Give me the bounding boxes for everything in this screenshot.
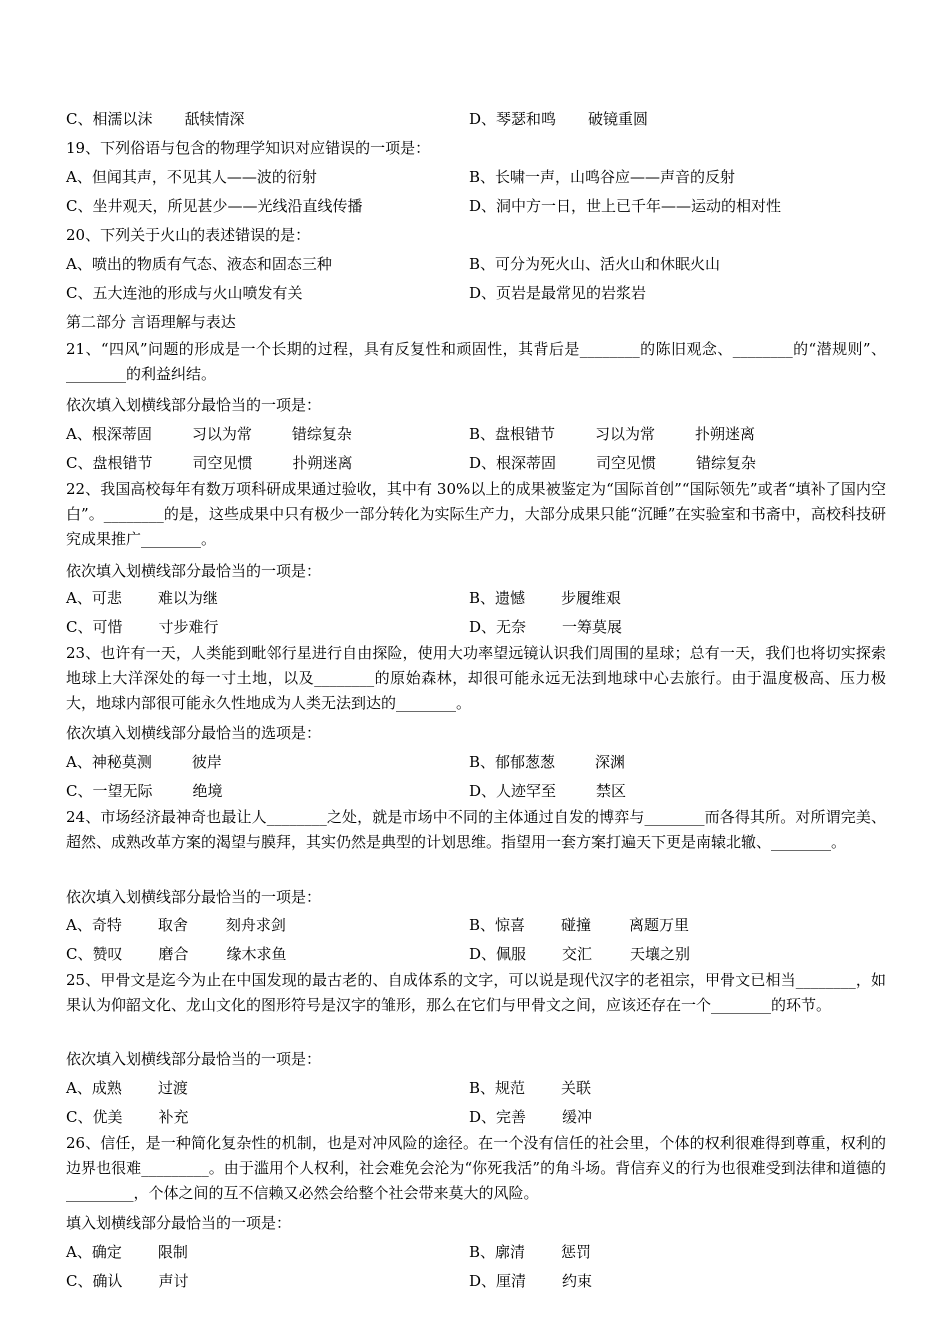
- q25-option-b: B、规范 关联: [469, 1079, 592, 1097]
- q23-option-c: C、一望无际 绝境: [66, 782, 223, 800]
- q24-option-d: D、佩服 交汇 天壤之别: [469, 945, 691, 963]
- q18-option-c: C、相濡以沫 舐犊情深: [66, 110, 245, 128]
- q21-option-b: B、盘根错节 习以为常 扑朔迷离: [469, 425, 756, 443]
- q21-option-c: C、盘根错节 司空见惯 扑朔迷离: [66, 454, 353, 472]
- q25-prompt: 依次填入划横线部分最恰当的一项是：: [66, 1050, 322, 1068]
- q21-option-a: A、根深蒂固 习以为常 错综复杂: [66, 425, 352, 443]
- q24-option-b: B、惊喜 碰撞 离题万里: [469, 916, 690, 934]
- q19-stem: 19、下列俗语与包含的物理学知识对应错误的一项是：: [66, 139, 431, 157]
- q25-option-d: D、完善 缓冲: [469, 1108, 593, 1126]
- q22-prompt: 依次填入划横线部分最恰当的一项是：: [66, 562, 322, 580]
- q21-stem: 21、“四风”问题的形成是一个长期的过程，具有反复性和顽固性，其背后是________的陈旧观念、________的“潜规则”、________的利益纠结。: [66, 340, 886, 383]
- q24-option-a: A、奇特 取舍 刻舟求剑: [66, 916, 286, 934]
- q23-option-d: D、人迹罕至 禁区: [469, 782, 627, 800]
- q20-option-b: B、可分为死火山、活火山和休眠火山: [469, 255, 721, 273]
- q19-option-d: D、洞中方一日，世上已千年——运动的相对性: [469, 197, 782, 215]
- q26-option-a: A、确定 限制: [66, 1243, 188, 1261]
- q18-option-d: D、琴瑟和鸣 破镜重圆: [469, 110, 649, 128]
- q24-prompt: 依次填入划横线部分最恰当的一项是：: [66, 888, 322, 906]
- q26-option-c: C、确认 声讨: [66, 1272, 189, 1290]
- q22-option-c: C、可惜 寸步难行: [66, 618, 219, 636]
- q22-option-b: B、遗憾 步履维艰: [469, 589, 622, 607]
- q26-option-b: B、廓清 惩罚: [469, 1243, 592, 1261]
- q23-stem: 23、也许有一天，人类能到毗邻行星进行自由探险，使用大功率望远镜认识我们周围的星球；总有一天，我们也将切实探索地球上大洋深处的每一寸土地，以及________的原始森林，却很可能永远无法到地球中心去旅行。由于温度极高、压力极大，地球内部很可能永久性地成为人类无法到达的________。: [66, 644, 886, 712]
- q22-option-a: A、可悲 难以为继: [66, 589, 218, 607]
- q19-option-b: B、长啸一声，山鸣谷应——声音的反射: [469, 168, 736, 186]
- q25-option-a: A、成熟 过渡: [66, 1079, 188, 1097]
- q25-option-c: C、优美 补充: [66, 1108, 189, 1126]
- q20-option-a: A、喷出的物质有气态、液态和固态三种: [66, 255, 332, 273]
- q23-option-b: B、郁郁葱葱 深渊: [469, 753, 626, 771]
- q21-prompt: 依次填入划横线部分最恰当的一项是：: [66, 396, 322, 414]
- q26-prompt: 填入划横线部分最恰当的一项是：: [66, 1214, 292, 1232]
- q25-stem: 25、甲骨文是迄今为止在中国发现的最古老的、自成体系的文字，可以说是现代汉字的老祖宗，甲骨文已相当________，如果认为仰韶文化、龙山文化的图形符号是汉字的雏形，那么在它们与甲骨文之间，应该还存在一个________的环节。: [66, 971, 886, 1014]
- q22-option-d: D、无奈 一筹莫展: [469, 618, 623, 636]
- q22-stem: 22、我国高校每年有数万项科研成果通过验收，其中有 30%以上的成果被鉴定为“国际首创”“国际领先”或者“填补了国内空白”。________的是，这些成果中只有极少一部分转化为实际生产力，大部分成果只能“沉睡”在实验室和书斋中，高校科技研究成果推广________。: [66, 480, 886, 548]
- q26-option-d: D、厘清 约束: [469, 1272, 593, 1290]
- q24-option-c: C、赞叹 磨合 缘木求鱼: [66, 945, 287, 963]
- q20-stem: 20、下列关于火山的表述错误的是：: [66, 226, 311, 244]
- q20-option-d: D、页岩是最常见的岩浆岩: [469, 284, 647, 302]
- q23-option-a: A、神秘莫测 彼岸: [66, 753, 222, 771]
- q19-option-c: C、坐井观天，所见甚少——光线沿直线传播: [66, 197, 363, 215]
- q19-option-a: A、但闻其声，不见其人——波的衍射: [66, 168, 317, 186]
- q23-prompt: 依次填入划横线部分最恰当的选项是：: [66, 724, 322, 742]
- q20-option-c: C、五大连池的形成与火山喷发有关: [66, 284, 303, 302]
- q21-option-d: D、根深蒂固 司空见惯 错综复杂: [469, 454, 757, 472]
- section-heading: 第二部分 言语理解与表达: [66, 313, 236, 331]
- q26-stem: 26、信任，是一种简化复杂性的机制，也是对冲风险的途径。在一个没有信任的社会里，个体的权利很难得到尊重，权利的边界也很难_________。由于滥用个人权利，社会难免会沦为“你死我活”的角斗场。背信弃义的行为也很难受到法律和道德的_________，个体之间的互不信赖又必然会给整个社会带来莫大的风险。: [66, 1134, 886, 1202]
- q24-stem: 24、市场经济最神奇也最让人________之处，就是市场中不同的主体通过自发的博弈与________而各得其所。对所谓完美、超然、成熟改革方案的渴望与膜拜，其实仍然是典型的计划思维。指望用一套方案打遍天下更是南辕北辙、________。: [66, 808, 886, 851]
